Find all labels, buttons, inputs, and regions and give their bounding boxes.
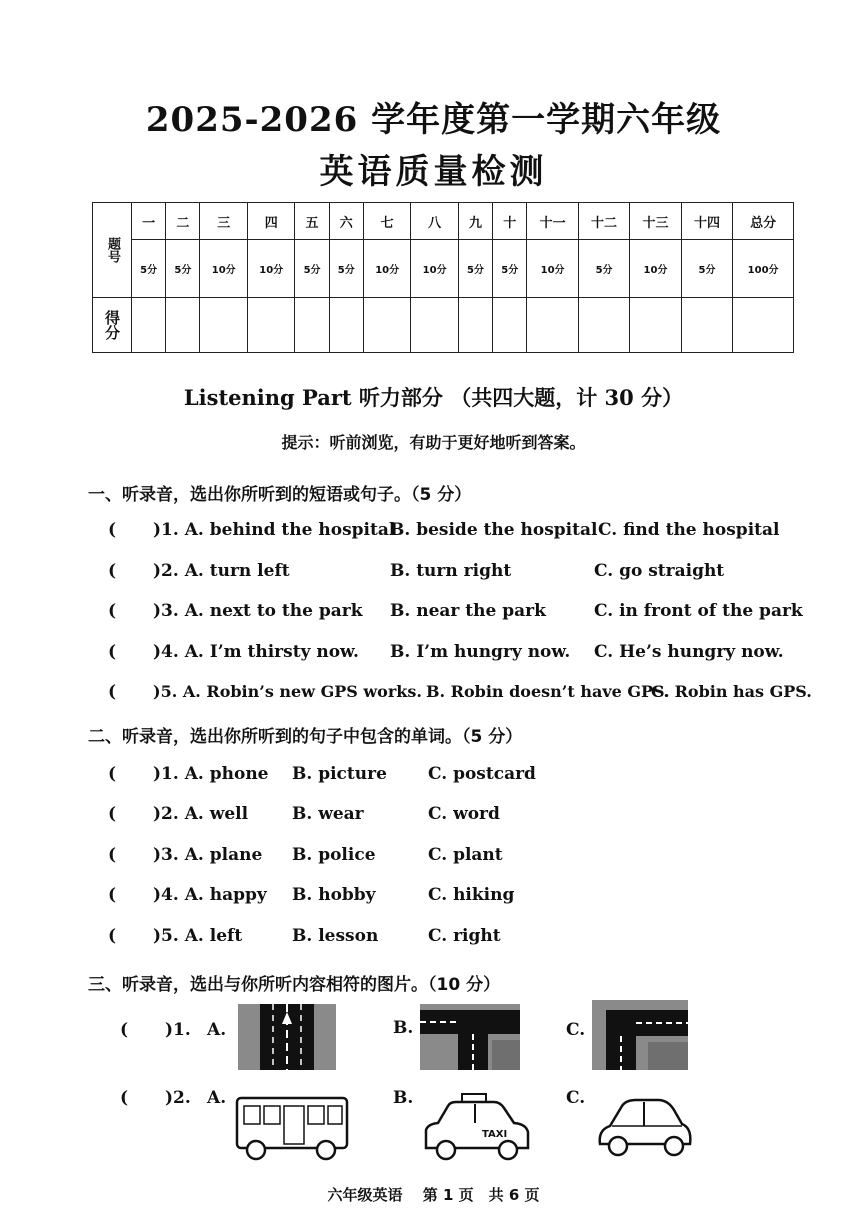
exam-title-line2: 英语质量检测 [319,152,548,192]
score-input-cell[interactable] [458,298,492,353]
straight-road-picture[interactable] [238,1004,336,1070]
section3-heading: 三、听录音，选出与你所听内容相符的图片。（10 分） [88,975,501,995]
score-input-cell[interactable] [363,298,410,353]
section1-question-2 [108,561,808,585]
section1-question-4 [108,642,808,666]
option-b: B. lesson [292,926,379,946]
car-picture[interactable] [596,1094,694,1160]
score-table [92,202,794,353]
option-a-label: A. [207,1020,227,1040]
answer-blank[interactable]: ( [108,764,117,784]
option-c: C. find the hospital [598,520,780,540]
score-input-cell[interactable] [493,298,527,353]
answer-blank[interactable]: ( [108,885,117,905]
header-cell: 十 [493,203,527,240]
taxi-sign: TAXI [482,1129,508,1140]
points-cell: 10分 [527,240,578,298]
option-b: B. Robin doesn’t have GPS. [426,682,670,701]
option-b: B. turn right [390,561,512,581]
option-a: )3. A. plane [153,845,263,865]
header-cell: 七 [363,203,410,240]
option-a: )2. A. turn left [153,561,290,581]
option-a: )3. A. next to the park [153,601,363,621]
header-cell: 五 [295,203,329,240]
option-c: C. hiking [428,885,515,905]
answer-blank[interactable]: ( [108,642,117,662]
points-cell: 5分 [493,240,527,298]
points-cell: 100分 [733,240,794,298]
header-cell: 十一 [527,203,578,240]
option-c: C. word [428,804,500,824]
option-b: B. police [292,845,376,865]
points-cell: 10分 [411,240,458,298]
option-c-label: C. [566,1020,586,1040]
score-input-cell[interactable] [166,298,200,353]
option-b: B. wear [292,804,364,824]
option-a: )2. A. well [153,804,249,824]
points-cell: 5分 [132,240,166,298]
answer-blank[interactable]: ( [108,682,117,702]
answer-blank[interactable]: ( [108,926,117,946]
option-c: C. He’s hungry now. [594,642,784,662]
section1-question-1 [108,520,808,544]
header-cell: 九 [458,203,492,240]
option-a: )5. A. Robin’s new GPS works. [153,682,422,701]
answer-blank[interactable]: ( [108,845,117,865]
turn-road-picture[interactable] [420,1004,520,1070]
option-b-label: B. [393,1088,414,1108]
section2-question-3 [108,845,608,869]
points-cell: 5分 [166,240,200,298]
score-input-cell[interactable] [681,298,732,353]
option-b: B. hobby [292,885,376,905]
section1-heading: 一、听录音，选出你所听到的短语或句子。（5 分） [88,485,472,505]
option-a: )1. A. phone [153,764,269,784]
score-input-cell[interactable] [733,298,794,353]
score-input-cell[interactable] [329,298,363,353]
option-a: )4. A. I’m thirsty now. [153,642,359,662]
exam-title-line1: 2025-2026 学年度第一学期六年级 [145,100,722,140]
score-input-cell[interactable] [411,298,458,353]
answer-blank[interactable]: ( [120,1020,129,1040]
header-cell: 十二 [578,203,629,240]
header-cell: 十四 [681,203,732,240]
header-cell: 一 [132,203,166,240]
score-input-cell[interactable] [200,298,247,353]
option-a: )1. A. behind the hospital [153,520,396,540]
corner-road-picture[interactable] [592,1000,688,1070]
section2-question-4 [108,885,608,909]
option-b: B. beside the hospital [390,520,598,540]
header-cell: 四 [247,203,294,240]
option-c: C. plant [428,845,503,865]
section2-question-1 [108,764,608,788]
option-c: C. right [428,926,501,946]
listening-hint: 提示：听前浏览，有助于更好地听到答案。 [281,433,586,452]
score-input-cell[interactable] [578,298,629,353]
listening-part-title: Listening Part 听力部分 （共四大题，计 30 分） [183,385,684,410]
option-c: C. go straight [594,561,725,581]
header-cell: 总分 [733,203,794,240]
score-input-cell[interactable] [132,298,166,353]
header-cell: 六 [329,203,363,240]
points-cell: 10分 [247,240,294,298]
option-c: C. in front of the park [594,601,803,621]
header-cell: 三 [200,203,247,240]
points-cell: 10分 [630,240,681,298]
option-b-label: B. [393,1018,414,1038]
score-input-cell[interactable] [630,298,681,353]
question-number: )1. [165,1020,191,1040]
points-cell: 5分 [329,240,363,298]
answer-blank[interactable]: ( [108,561,117,581]
row-label-score: 得分 [93,298,132,353]
section1-question-3 [108,601,808,625]
bus-picture[interactable] [234,1094,352,1162]
section1-question-5 [108,682,812,706]
header-cell: 八 [411,203,458,240]
answer-blank[interactable]: ( [120,1088,129,1108]
section2-question-5 [108,926,608,950]
header-cell: 二 [166,203,200,240]
points-cell: 5分 [295,240,329,298]
option-a: )5. A. left [153,926,243,946]
taxi-picture[interactable] [420,1090,534,1162]
points-cell: 10分 [363,240,410,298]
option-c-label: C. [566,1088,586,1108]
section2-question-2 [108,804,608,828]
header-cell: 十三 [630,203,681,240]
page-footer: 六年级英语 第 1 页 共 6 页 [327,1186,540,1204]
option-b: B. I’m hungry now. [390,642,571,662]
option-c: C. Robin has GPS. [651,682,812,701]
points-cell: 10分 [200,240,247,298]
points-cell: 5分 [458,240,492,298]
option-a: )4. A. happy [153,885,267,905]
points-cell: 5分 [578,240,629,298]
answer-blank[interactable]: ( [108,520,117,540]
score-input-cell[interactable] [295,298,329,353]
answer-blank[interactable]: ( [108,601,117,621]
option-b: B. near the park [390,601,546,621]
option-c: C. postcard [428,764,536,784]
points-cell: 5分 [681,240,732,298]
score-input-cell[interactable] [247,298,294,353]
option-b: B. picture [292,764,387,784]
option-a-label: A. [207,1088,227,1108]
score-input-cell[interactable] [527,298,578,353]
question-number: )2. [165,1088,191,1108]
section2-heading: 二、听录音，选出你所听到的句子中包含的单词。（5 分） [88,727,523,747]
row-label-question-number: 题号 [93,203,132,298]
answer-blank[interactable]: ( [108,804,117,824]
